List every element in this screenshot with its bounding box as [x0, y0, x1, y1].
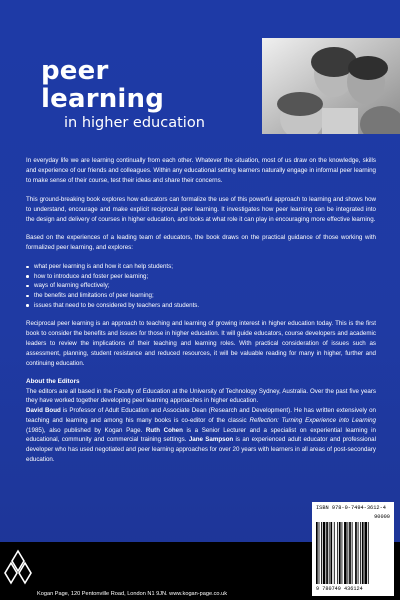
editor-bio-sampson: is an experienced adult educator and professional developer who has used negotiated and peer learning approaches for over 20 years with learners in all areas of post-secondary education.	[26, 436, 376, 463]
editors-intro: The editors are all based in the Faculty of Education at the University of Technology Sydney, Australia. Over the past five years they have worked together developing peer learning approaches in higher education.	[26, 387, 376, 405]
list-item: the benefits and limitations of peer learning;	[26, 291, 376, 301]
cover-photo-students	[262, 38, 400, 134]
blurb-paragraph-1: In everyday life we are learning continually from each other. Whatever the situation, most of us draw on the knowledge, skills and experience of our friends and colleagues. Within any educational setting learners naturally engage in informal peer learning to make sense of their course, test their ideas and share their concerns.	[26, 157, 376, 184]
isbn-label: ISBN 978-0-7494-3612-4	[316, 505, 386, 511]
blurb-paragraph-2: This ground-breaking book explores how educators can formalize the use of this powerful approach to learning and shows how to understand, encourage and make explicit reciprocal peer learning. It investigates how peer learning can be integrated into the design and delivery of courses in higher education, and looks at what role it can play in encouraging more effective learning.	[26, 195, 376, 223]
title-line-peer: peer	[41, 56, 109, 86]
editor-bio-cohen: is a Senior Lecturer and a specialist on experiential learning in educational, community and commercial training settings.	[26, 426, 376, 444]
editor-bio-boud: is Professor of Adult Education and Associate Dean (Research and Development). He has written extensively on teaching and learning and among his many books is co-editor of the classic	[26, 407, 376, 424]
barcode-bars-icon	[316, 522, 390, 584]
list-item: what peer learning is and how it can help students;	[26, 262, 376, 272]
barcode-number: 9 780749 436124	[316, 586, 363, 592]
isbn-barcode	[312, 502, 394, 596]
editor-name-boud: David Boud	[26, 407, 61, 415]
publisher-address: Kogan Page, 120 Pentonville Road, London N1 9JN. www.kogan-page.co.uk	[37, 591, 228, 597]
price-code: 90000	[374, 514, 390, 520]
editors-bio	[26, 387, 376, 465]
blurb-paragraph-3: Based on the experiences of a leading team of educators, the book draws on the practical guidance of those working with formalized peer learning, and explores:	[26, 234, 376, 252]
list-item: ways of learning effectively;	[26, 281, 376, 291]
editor-name-cohen: Ruth Cohen	[145, 426, 183, 434]
topics-list	[26, 262, 376, 310]
blurb	[26, 156, 376, 464]
title-line-subtitle: in higher education	[64, 115, 205, 131]
list-item: issues that need to be considered by teachers and students.	[26, 301, 376, 311]
book-title	[41, 58, 205, 131]
editors-heading: About the Editors	[26, 377, 80, 385]
editor-bio-boud-end: (1985), also published by Kogan Page.	[26, 426, 146, 434]
book-title-reflection: Reflection: Turning Experience into Learning	[249, 416, 376, 424]
kogan-page-logo-icon	[4, 549, 32, 594]
editor-name-sampson: Jane Sampson	[188, 436, 234, 444]
list-item: how to introduce and foster peer learning;	[26, 272, 376, 282]
closing-paragraph: Reciprocal peer learning is an approach to teaching and learning of growing interest in higher education today. This is the first book to consider the benefits and issues for those in higher education. It will guide educators, course developers and academic leaders to review the implications of their teaching and learning roles. With practical consideration of issues such as assessment, planning, student resistance and reduced resources, it will be valuable reading for many in higher, further and continuing education.	[26, 320, 376, 367]
title-line-learning: learning	[41, 84, 165, 114]
